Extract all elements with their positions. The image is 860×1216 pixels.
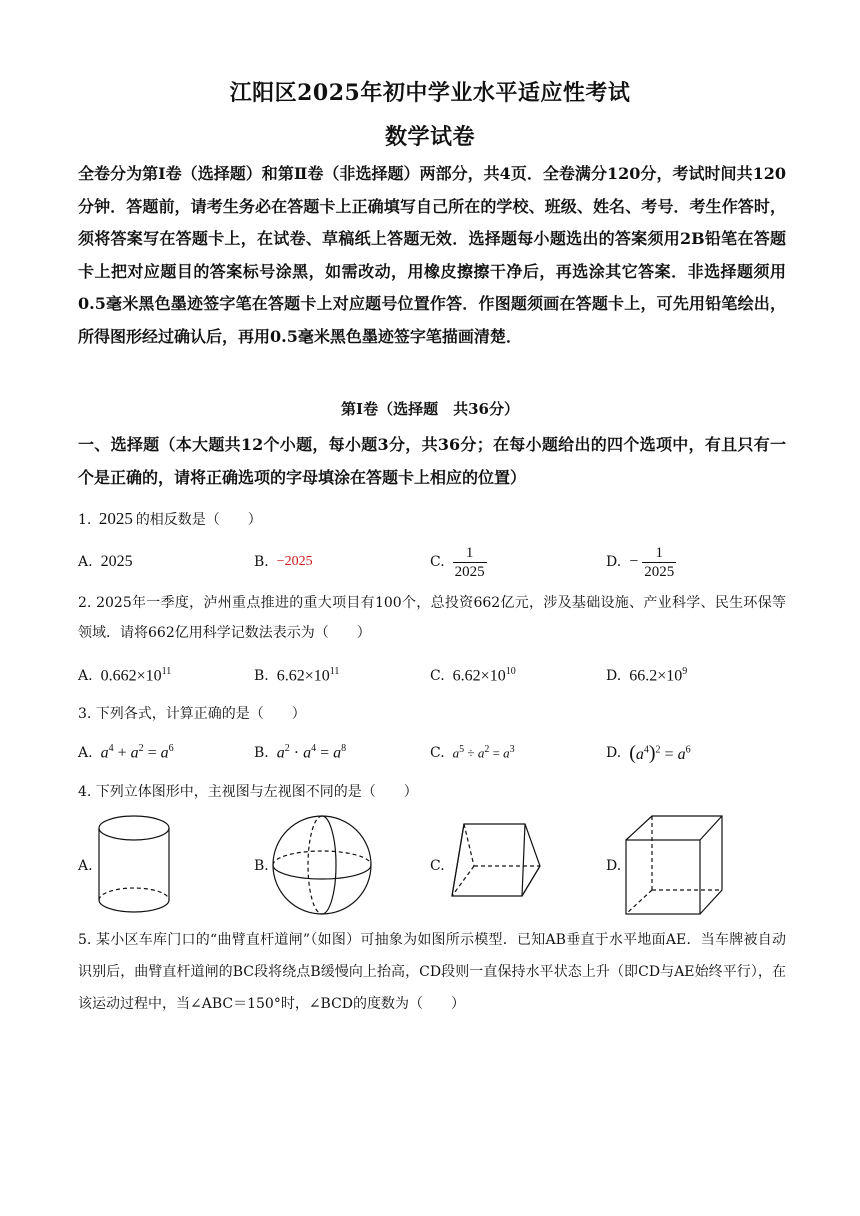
question-1-stem [78, 504, 786, 535]
question-1-value: 2025 [98, 509, 133, 528]
sphere-figure [254, 808, 384, 920]
section-title: 第Ⅰ卷（选择题 共36分） [341, 400, 519, 418]
option-d[interactable]: D. $66.2\times 10^9$ [606, 666, 688, 685]
option-d[interactable]: D. $(a^4)^2 = a^6$ [606, 741, 691, 764]
question-3-stem: 3. 下列各式，计算正确的是（ ） [78, 706, 306, 722]
question-4-stem: 4. 下列立体图形中，主视图与左视图不同的是（ ） [78, 784, 418, 800]
option-b[interactable]: B. $6.62\times 10^{11}$ [254, 666, 340, 685]
option-b-sphere[interactable]: B. [254, 808, 384, 920]
question-1-text: 的相反数是（ ） [135, 512, 262, 528]
exam-instructions: 全卷分为第Ⅰ卷（选择题）和第Ⅱ卷（非选择题）两部分，共4页．全卷满分120分，考试时间共120分钟．答题前，请考生务必在答题卡上正确填写自己所在的学校、班级、姓名、考号．考生作答时，须将答案写在答题卡上，在试卷、草稿纸上答题无效．选择题每小题选出的答案须用2B铅笔在答题卡上把对应题目的答案标号涂黑，如需改动，用橡皮擦擦干净后，再选涂其它答案．非选择题须用0.5毫米黑色墨迹签字笔在答题卡上对应题号位置作答．作图题须画在答题卡上，可先用铅笔绘出，所得图形经过确认后，再用0.5毫米黑色墨迹签字笔描画清楚． [78, 164, 786, 346]
option-d[interactable]: D. − $\frac{1}{2025}$ [606, 544, 675, 580]
fraction: $\frac{1}{2025}$ [454, 544, 485, 580]
option-a[interactable]: A. $a^4 + a^2 = a^6$ [78, 743, 174, 762]
question-2-options [78, 656, 786, 696]
question-2-stem: 2. 2025年一季度，泸州重点推进的重大项目有100个，总投资662亿元，涉及基础设施、产业科学、民生环保等领域．请将662亿用科学记数法表示为（ ） [78, 595, 786, 641]
section-instruction: 一、选择题（本大题共12个小题，每小题3分，共36分；在每小题给出的四个选项中，有且只有一个是正确的，请将正确选项的字母填涂在答题卡上相应的位置） [78, 435, 786, 487]
option-c[interactable]: C. $6.62\times 10^{10}$ [430, 666, 516, 685]
question-3-options [78, 733, 786, 773]
option-c[interactable]: C. $\frac{1}{2025}$ [430, 544, 485, 580]
option-b[interactable]: B. −2025 [254, 554, 313, 570]
option-b[interactable]: B. $a^2 \cdot a^4 = a^8$ [254, 743, 347, 762]
question-1-options [78, 542, 786, 582]
prism-figure [430, 808, 560, 920]
cube-figure [606, 808, 736, 920]
question-5-stem: 5. 某小区车库门口的“曲臂直杆道闸”（如图）可抽象为如图所示模型．已知AB垂直于水平地面AE．当车牌被自动识别后，曲臂直杆道闸的BC段将绕点B缓慢向上抬高，CD段则一直保持水平状态上升（即CD与AE始终平行），在该运动过程中，当∠ABC＝150°时，∠BCD的度数为（ ） [78, 932, 786, 1012]
question-number: 1. [78, 512, 92, 528]
option-c[interactable]: C. $a^5 \div a^2 = a^3$ [430, 744, 515, 761]
option-c-prism[interactable]: C. [430, 808, 560, 920]
cylinder-figure [78, 808, 198, 920]
fraction: $\frac{1}{2025}$ [644, 544, 675, 580]
option-a[interactable]: A. 2025 [78, 553, 133, 570]
option-d-cube[interactable]: D. [606, 808, 736, 920]
option-a-cylinder[interactable]: A. [78, 808, 198, 920]
exam-title: 江阳区2025年初中学业水平适应性考试 [229, 80, 631, 106]
option-a[interactable]: A. $0.662\times 10^{11}$ [78, 666, 172, 685]
exam-subtitle: 数学试卷 [384, 124, 475, 150]
